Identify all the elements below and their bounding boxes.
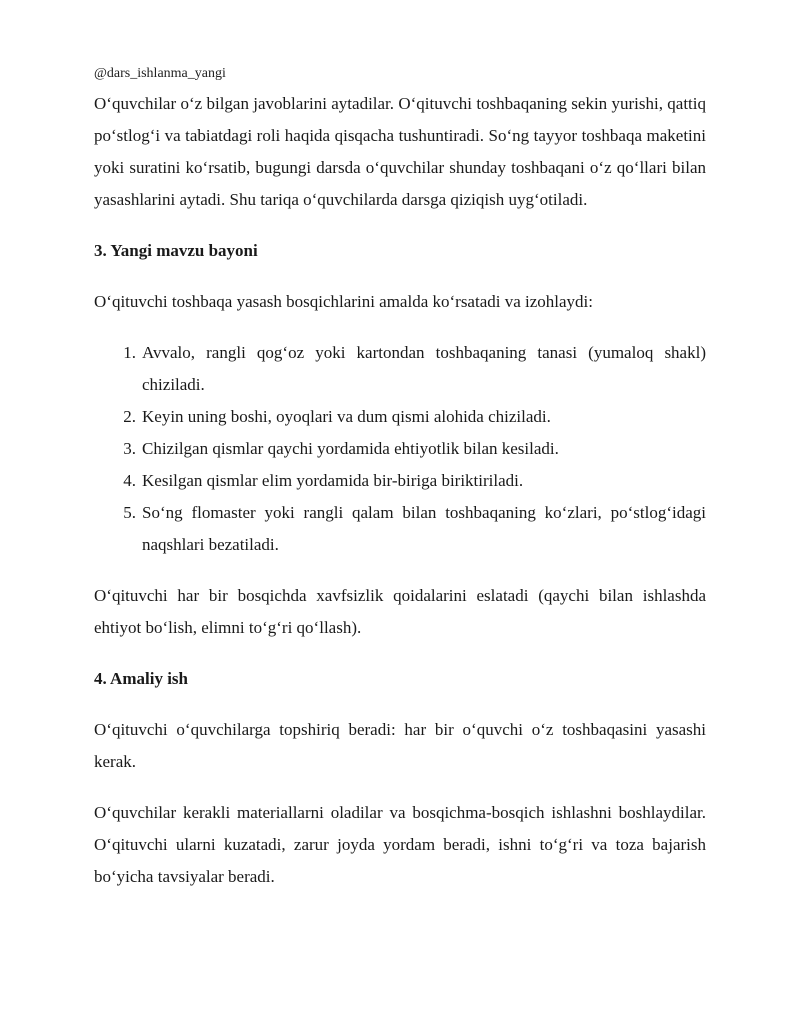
list-number: 4. [123,471,136,490]
list-text: Kesilgan qismlar elim yordamida bir-biriga biriktiriladi. [142,471,524,490]
list-item [94,497,706,561]
list-number: 2. [123,407,136,426]
section-3-heading: 3. Yangi mavzu bayoni [94,241,258,260]
task-paragraph: O‘qituvchi o‘quvchilarga topshiriq beradi: har bir o‘quvchi o‘z toshbaqasini yasashi kerak. [94,720,706,771]
list-text: Keyin uning boshi, oyoqlari va dum qismi alohida chiziladi. [142,407,551,426]
list-number: 1. [123,343,136,362]
document-page [94,64,706,893]
list-item [94,337,706,401]
list-text: Avvalo, rangli qog‘oz yoki kartondan toshbaqaning tanasi (yumaloq shakl) chiziladi. [142,343,706,394]
section-3-lead: O‘qituvchi toshbaqa yasash bosqichlarini amalda ko‘rsatadi va izohlaydi: [94,292,594,311]
list-text: So‘ng flomaster yoki rangli qalam bilan toshbaqaning ko‘zlari, po‘stlog‘idagi naqshlari bezatiladi. [142,503,706,554]
channel-handle: @dars_ishlanma_yangi [94,66,226,81]
safety-paragraph: O‘qituvchi har bir bosqichda xavfsizlik qoidalarini eslatadi (qaychi bilan ishlashda ehtiyot bo‘lish, elimni to‘g‘ri qo‘llash). [94,586,706,637]
work-paragraph: O‘quvchilar kerakli materiallarni oladilar va bosqichma-bosqich ishlashni boshlaydilar. O‘qituvchi ularni kuzatadi, zarur joyda yordam beradi, ishni to‘g‘ri va toza bajarish bo‘yicha tavsiyalar beradi. [94,803,706,886]
list-item [94,433,706,465]
steps-list [94,337,706,561]
list-number: 3. [123,439,136,458]
list-number: 5. [123,503,136,522]
intro-paragraph: O‘quvchilar o‘z bilgan javoblarini aytadilar. O‘qituvchi toshbaqaning sekin yurishi, qattiq po‘stlog‘i va tabiatdagi roli haqida qisqacha tushuntiradi. So‘ng tayyor toshbaqa maketini yoki suratini ko‘rsatib, bugungi darsda o‘quvchilar shunday toshbaqani o‘z qo‘llari bilan yasashlarini aytadi. Shu tariqa o‘quvchilarda darsga qiziqish uyg‘otiladi. [94,94,706,209]
list-text: Chizilgan qismlar qaychi yordamida ehtiyotlik bilan kesiladi. [142,439,559,458]
section-4-heading: 4. Amaliy ish [94,669,188,688]
list-item [94,465,706,497]
list-item [94,401,706,433]
